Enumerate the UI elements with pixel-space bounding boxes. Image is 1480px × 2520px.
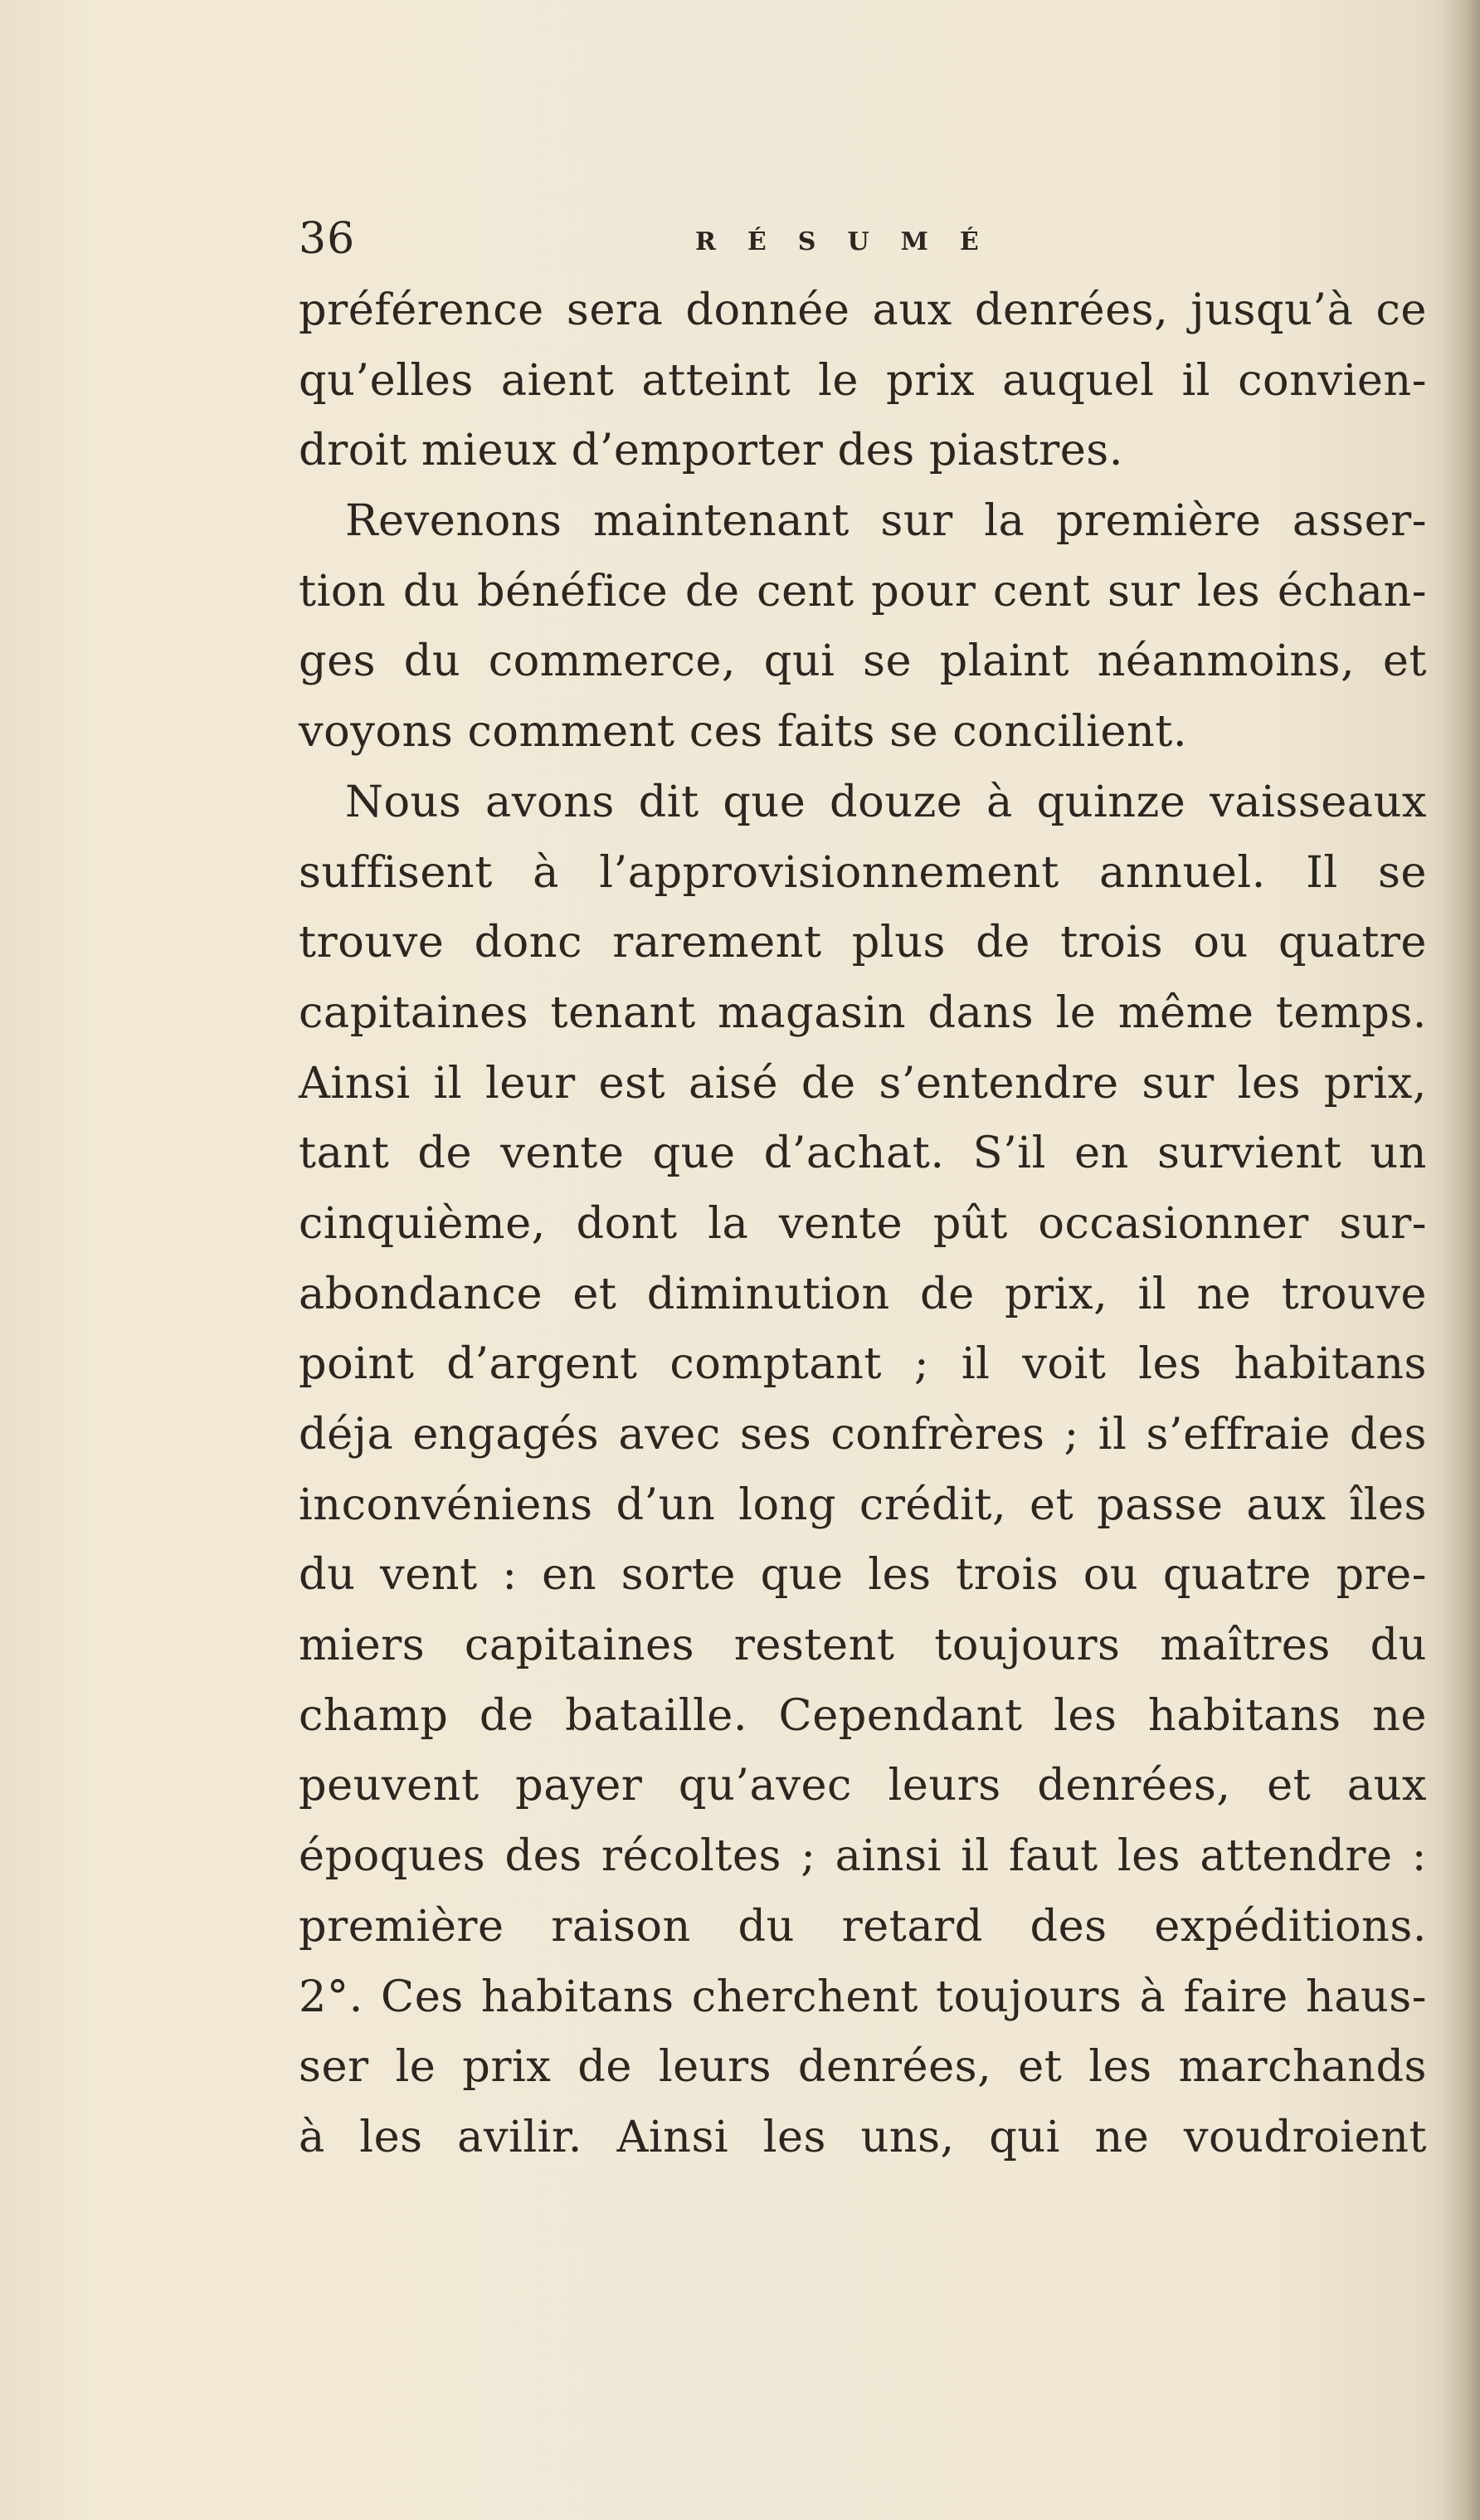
text-line: à les avilir. Ainsi les uns, qui ne voudroient	[299, 2111, 1427, 2162]
text-line: ges du commerce, qui se plaint néanmoins, et	[299, 636, 1427, 687]
text-line: première raison du retard des expéditions.	[299, 1900, 1427, 1952]
text-line: Revenons maintenant sur la première asser-	[345, 495, 1427, 547]
text-line: capitaines tenant magasin dans le même temps.	[299, 987, 1427, 1038]
running-head	[299, 206, 1427, 272]
page-edge-shadow	[1442, 0, 1480, 2520]
text-line: du vent : en sorte que les trois ou quatre pre-	[299, 1549, 1427, 1601]
text-line: champ de bataille. Cependant les habitans ne	[299, 1689, 1427, 1741]
text-line: abondance et diminution de prix, il ne trouve	[299, 1268, 1427, 1319]
text-line: tant de vente que d’achat. S’il en survient un	[299, 1128, 1427, 1179]
text-line: préférence sera donnée aux denrées, jusqu’à ce	[299, 285, 1427, 335]
text-line: Ainsi il leur est aisé de s’entendre sur les prix,	[299, 1057, 1427, 1109]
text-line: peuvent payer qu’avec leurs denrées, et aux	[299, 1760, 1427, 1811]
text-line: 2°. Ces habitans cherchent toujours à faire haus-	[299, 1971, 1427, 2022]
text-line: cinquième, dont la vente pût occasionner sur-	[299, 1197, 1427, 1249]
text-line: voyons comment ces faits se concilient.	[299, 706, 1188, 758]
text-line: suffisent à l’approvisionnement annuel. Il se	[299, 846, 1427, 898]
text-line: inconvéniens d’un long crédit, et passe aux îles	[299, 1479, 1427, 1530]
text-line: époques des récoltes ; ainsi il faut les attendre :	[299, 1830, 1427, 1882]
text-line: déja engagés avec ses confrères ; il s’effraie des	[299, 1409, 1427, 1460]
text-line: droit mieux d’emporter des piastres.	[299, 425, 1123, 476]
running-head-title: RÉSUMÉ	[695, 227, 1010, 256]
body-text	[299, 275, 1427, 2173]
text-line: miers capitaines restent toujours maîtres du	[299, 1620, 1427, 1671]
text-block	[299, 206, 1427, 2173]
text-line: ser le prix de leurs denrées, et les marchands	[299, 2041, 1427, 2093]
page-number: 36	[299, 214, 356, 264]
text-line: tion du bénéfice de cent pour cent sur les échan-	[299, 565, 1427, 617]
text-line: qu’elles aient atteint le prix auquel il convien-	[299, 354, 1427, 406]
text-line: point d’argent comptant ; il voit les habitans	[299, 1338, 1427, 1390]
text-line: trouve donc rarement plus de trois ou quatre	[299, 917, 1427, 968]
text-line: Nous avons dit que douze à quinze vaisseaux	[345, 776, 1427, 827]
